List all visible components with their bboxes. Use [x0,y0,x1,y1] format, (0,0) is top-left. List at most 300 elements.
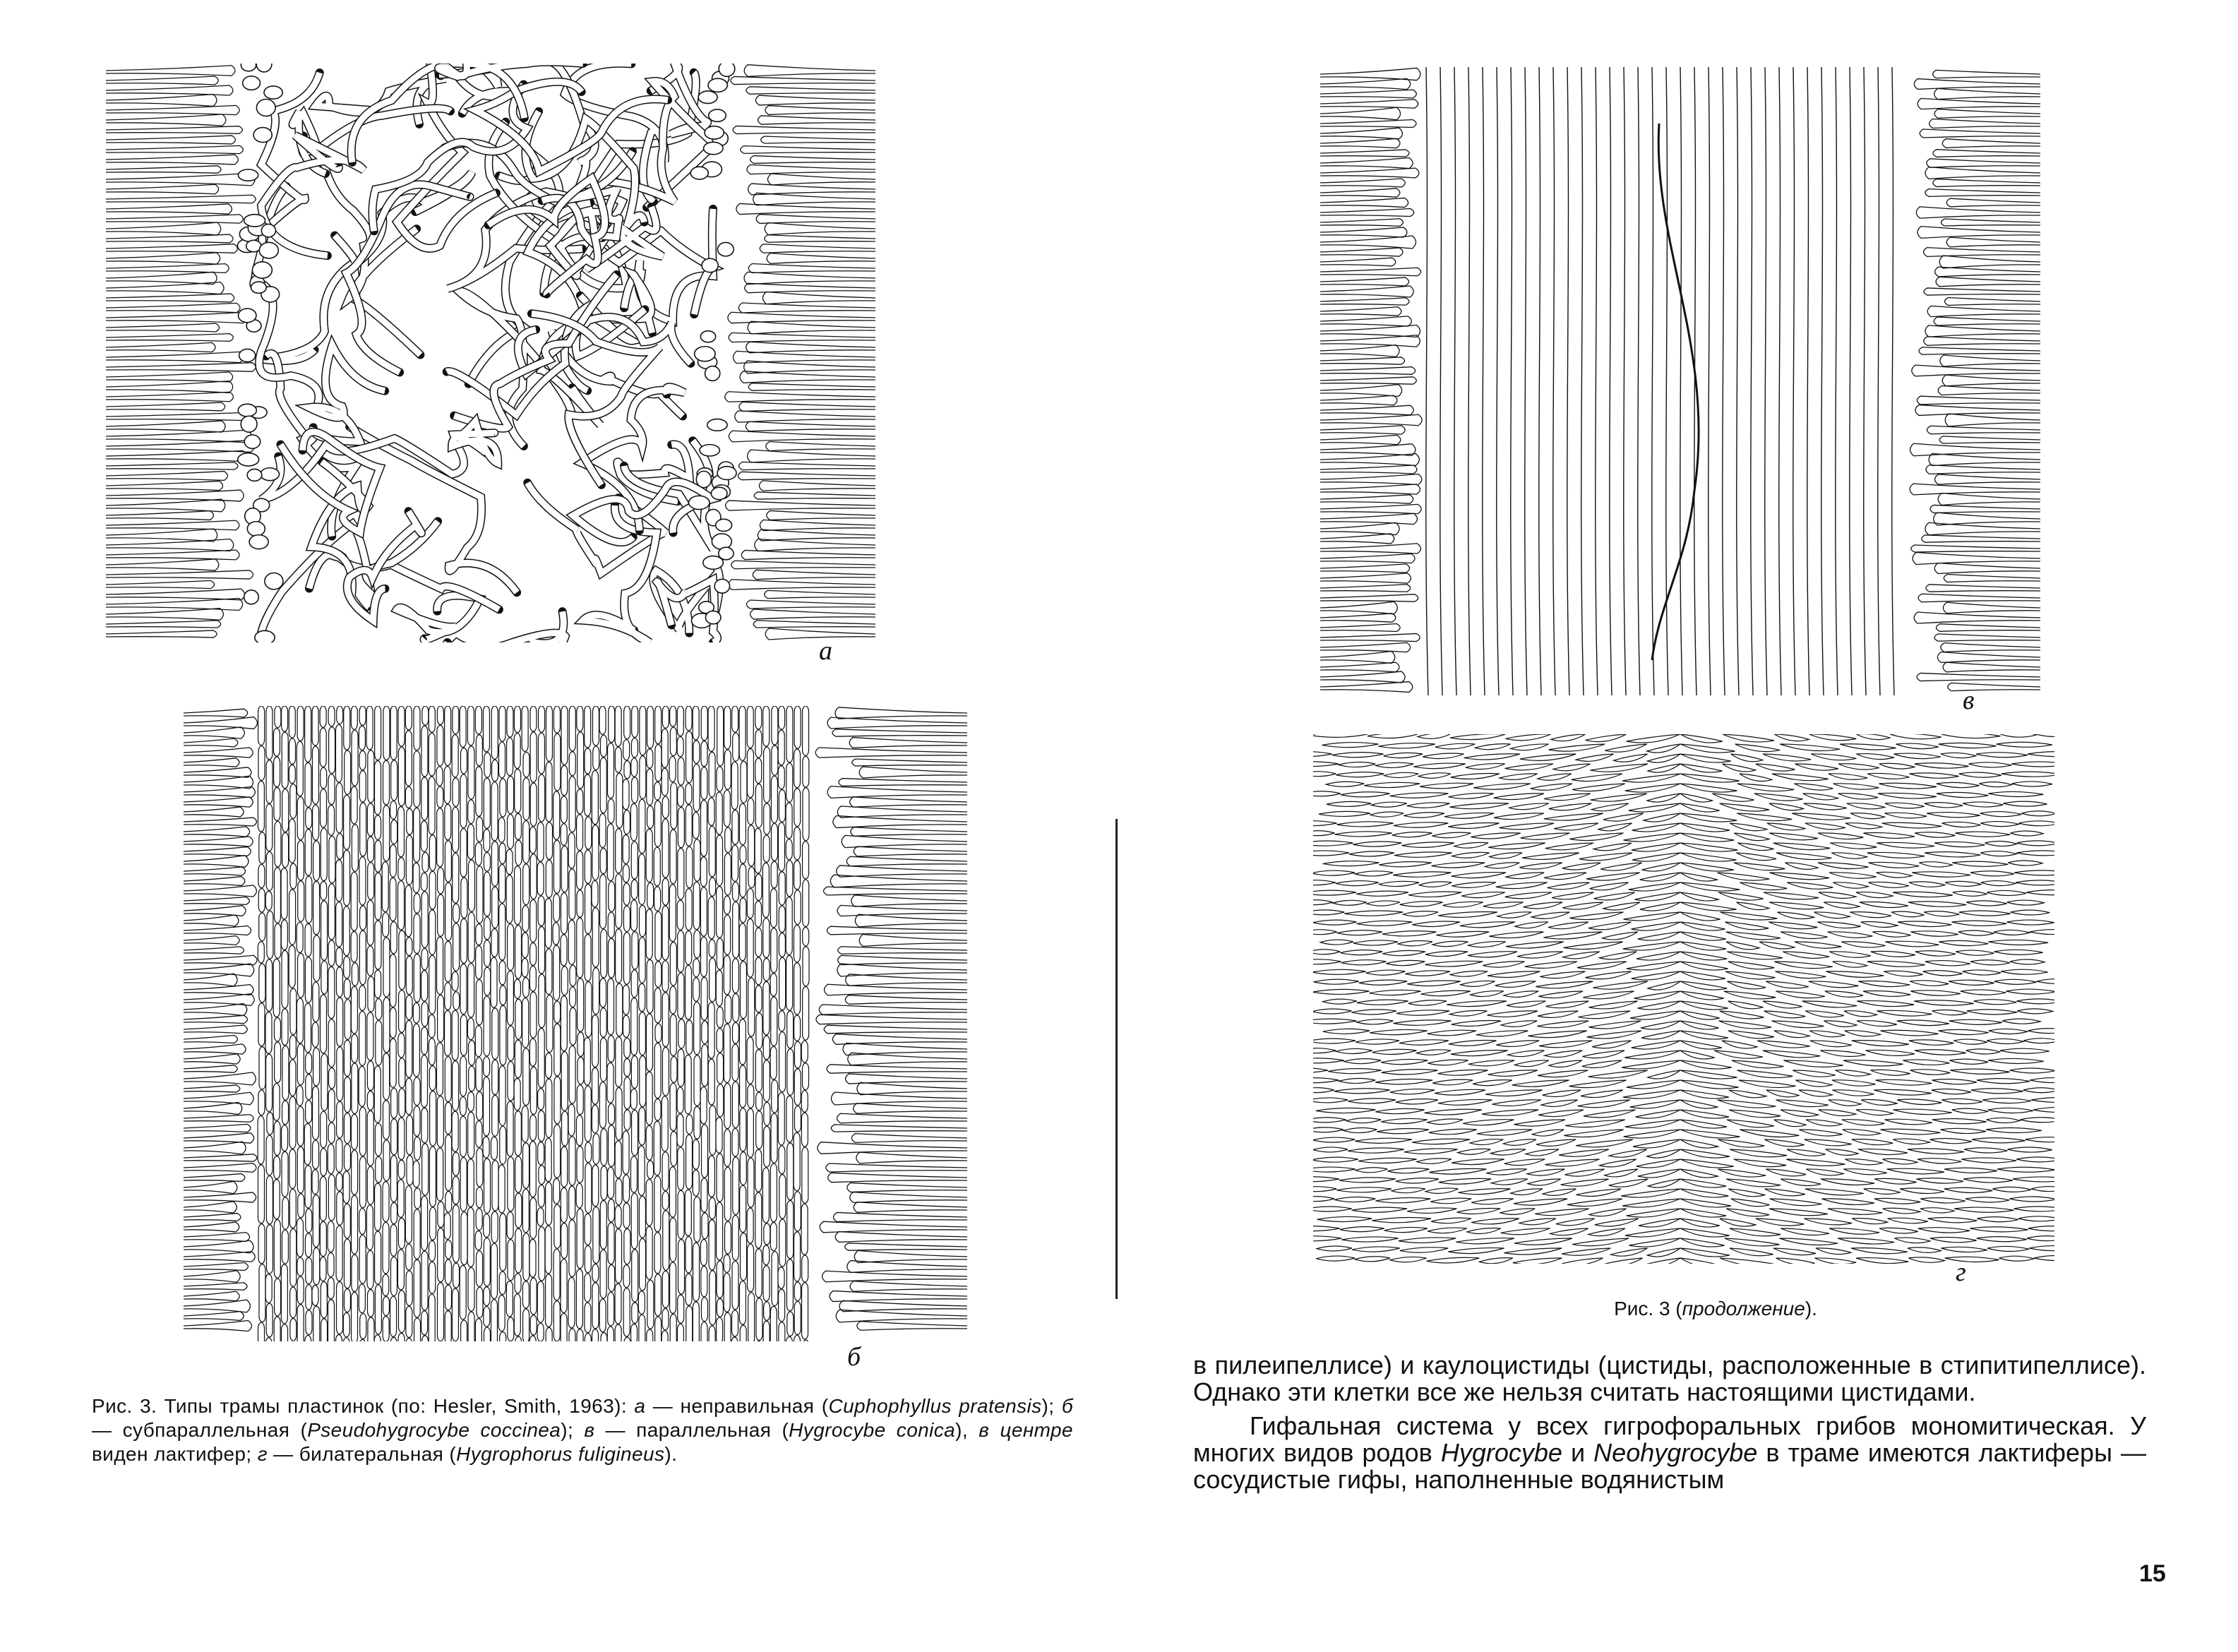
trama-cell [359,930,366,984]
trama-cell [623,835,629,864]
basidium-stroke [184,1271,240,1282]
trama-cell [779,1289,785,1322]
bilateral-cell [1861,922,1898,928]
trama-cell [616,829,622,873]
parallel-hypha [1511,67,1513,695]
basidium-stroke [184,964,254,976]
trama-cell [561,846,568,892]
bilateral-cell [1313,880,1336,885]
bilateral-cell [1598,823,1632,831]
bilateral-cell [1909,773,1958,778]
trama-cell [344,1204,350,1238]
trama-cell [313,1048,320,1086]
bilateral-cell [1547,882,1589,890]
bilateral-cell [2030,930,2054,935]
bilateral-cell [1401,842,1454,847]
trama-cell [467,824,474,859]
trama-cell [568,833,575,868]
parallel-hypha [1836,67,1838,695]
caption-text: ). [664,1443,678,1465]
trama-cell [406,1244,412,1270]
basidium-stroke [1937,624,2040,632]
bilateral-cell [1585,971,1631,979]
bilateral-cell [1680,1238,1725,1247]
subhymenium-cell [705,366,720,381]
trama-cell [274,757,280,786]
basidium-stroke [106,589,245,600]
trama-cell [694,839,700,881]
bilateral-cell [1829,1228,1879,1234]
bilateral-cell [1712,794,1754,801]
trama-cell [289,738,296,764]
trama-cell [460,964,467,1014]
bilateral-cell [1865,1050,1914,1055]
basidium-stroke [184,1214,241,1221]
bilateral-cell [1954,1207,2013,1212]
basidium-stroke [738,303,875,313]
bilateral-cell [1912,872,1970,877]
bilateral-cell [1537,1021,1588,1028]
trama-cell [568,1104,575,1136]
bilateral-cell [2016,880,2054,885]
trama-cell [678,1190,684,1238]
bilateral-cell [1740,774,1772,782]
trama-cell [328,806,335,836]
trama-cell [724,1273,730,1312]
trama-cell [741,761,747,803]
basidium-stroke [106,570,253,579]
bilateral-cell [1443,902,1483,907]
trama-cell [321,961,328,994]
trama-cell [374,1066,381,1123]
bilateral-cell [1603,813,1644,821]
bilateral-cell [1727,1120,1774,1127]
trama-cell [429,1294,435,1341]
caption-letter-a: а [634,1395,646,1417]
bilateral-cell [1591,803,1628,811]
bilateral-cell [1471,1219,1519,1224]
basidium-stroke [746,421,875,431]
trama-cell [654,1099,661,1121]
subhymenium-cell [243,76,261,90]
basidium-stroke [731,561,875,568]
trama-cell [399,1058,405,1088]
figure-v-label: в [1963,686,1975,715]
basidium-stroke [1911,545,2040,552]
basidium-stroke [832,729,967,736]
trama-cell [436,1043,443,1096]
bilateral-cell [1379,881,1419,886]
trama-cell [320,1257,326,1281]
bilateral-cell [1987,1118,2021,1123]
trama-cell [585,1163,592,1213]
trama-cell [609,1125,615,1166]
trama-cell [306,1310,312,1335]
bilateral-cell [1630,1100,1680,1108]
trama-cell [801,1204,808,1255]
bilateral-cell [1828,932,1873,938]
basidium-stroke [855,914,967,927]
trama-cell [592,1105,598,1133]
basidium-stroke [820,1221,967,1233]
trama-cell [483,1137,489,1158]
bilateral-cell [1850,912,1891,918]
bilateral-cell [1313,1207,1352,1211]
basidium-stroke [106,234,233,243]
trama-cell [592,771,598,825]
trama-cell [491,842,498,886]
trama-cell [305,924,311,957]
bilateral-cell [1803,794,1838,800]
basidium-stroke [1934,634,2040,641]
bilateral-cell [1627,962,1680,970]
trama-cell [678,973,684,1019]
trama-cell [655,745,662,782]
trama-cell [584,1038,590,1085]
trama-cell [491,1300,497,1341]
bilateral-cell [1392,1187,1425,1192]
trama-cell [515,1111,521,1156]
basidium-stroke [1320,335,1420,347]
trama-cell [638,1146,645,1195]
trama-cell [786,763,793,802]
bilateral-cell [1949,1019,2002,1024]
trama-cell [460,774,467,828]
trama-cell [724,1024,730,1082]
bilateral-cell [1589,1001,1638,1009]
parallel-hypha [1709,67,1711,695]
trama-cell [398,881,405,930]
subhymenium-cell [244,590,259,604]
bilateral-cell [1327,801,1371,806]
figure-a-label: а [819,636,832,666]
trama-cell [399,1089,405,1117]
parallel-hypha [1596,67,1598,695]
parallel-hypha [1440,67,1442,695]
bilateral-cell [1648,1070,1680,1079]
trama-cell [414,1077,420,1106]
bilateral-cell [1346,1118,1382,1123]
trama-cell [499,865,505,903]
bilateral-cell [1562,1248,1610,1255]
bilateral-cell [1494,813,1544,820]
bilateral-cell [1764,1011,1805,1018]
bilateral-cell [1816,1248,1851,1255]
trama-cell [453,1061,459,1111]
bilateral-cell [1680,922,1725,930]
trama-cell [476,1121,482,1148]
trama-cell [725,995,731,1024]
bilateral-cell [1959,772,2001,777]
bilateral-cell [1314,979,1359,984]
bilateral-cell [1842,1120,1885,1125]
bilateral-cell [1313,1177,1339,1182]
trama-cell [523,1309,529,1341]
trama-cell [631,1056,638,1089]
trama-cell [592,1329,599,1341]
basidium-stroke [106,155,238,164]
parallel-hypha [1454,67,1456,695]
trama-cell [623,906,630,931]
trama-cell [313,1087,319,1139]
trama-cell [740,864,746,897]
trama-cell [585,850,591,883]
trama-cell [701,741,707,767]
bilateral-cell [1952,1108,1988,1113]
bilateral-cell [1341,960,1387,965]
subhymenium-cell [695,347,715,361]
bilateral-cell [1777,912,1814,919]
basidium-stroke [816,1014,967,1024]
trama-cell [686,1306,693,1341]
trama-cell [764,1302,770,1320]
subhymenium-cell [704,142,724,155]
trama-cell [756,1013,762,1049]
trama-cell [623,740,630,760]
basidium-stroke [765,106,875,115]
bilateral-cell [1514,1238,1572,1245]
bilateral-cell [1718,1021,1771,1029]
trama-cell [375,873,381,920]
bilateral-cell [1412,1139,1470,1144]
caption-continued-word: продолжение [1682,1298,1805,1319]
trama-cell [438,868,444,894]
trama-cell [569,1220,575,1277]
bilateral-cell [1953,1039,1987,1044]
bilateral-cell [1923,971,1963,976]
trama-cell [585,982,592,1037]
basidium-stroke [1927,159,2040,167]
bilateral-cell [1624,833,1680,842]
basidium-stroke [1320,585,1411,592]
trama-cell [453,706,459,734]
trama-cell [708,1156,714,1197]
bilateral-cell [1355,1138,1412,1143]
trama-cell [305,1233,311,1257]
subhymenium-cell [705,611,721,623]
trama-cell [297,1219,303,1257]
bilateral-cell [1911,931,1958,936]
basidium-stroke [184,1015,247,1023]
basidium-stroke [753,193,875,205]
trama-cell [662,796,669,818]
bilateral-cell [1500,1209,1535,1215]
trama-cell [368,1317,374,1341]
bilateral-cell [1819,892,1856,899]
trama-cell [554,1125,561,1178]
bilateral-cell [1629,803,1680,812]
basidium-stroke [184,1115,253,1122]
trama-cell [259,832,265,864]
basidium-stroke [184,1035,237,1043]
bilateral-cell [1779,1238,1838,1245]
bilateral-cell [1370,812,1404,817]
trama-cell [337,1101,343,1138]
basidium-stroke [184,1054,240,1064]
bilateral-cell [1576,1189,1622,1197]
bilateral-cell [1680,981,1727,990]
trama-cell [671,1132,677,1166]
bilateral-cell [1473,784,1531,789]
trama-cell [779,1011,785,1031]
trama-cell [390,922,397,954]
trama-cell [390,706,397,760]
bilateral-cell [1988,791,2043,796]
bilateral-cell [1989,1029,2028,1034]
trama-cell [585,1086,591,1142]
trama-cell [406,1078,412,1114]
trama-cell [258,942,264,963]
basidium-stroke [184,1003,247,1015]
trama-cell [421,1002,428,1026]
bilateral-cell [1956,950,1994,955]
trama-cell [351,986,357,1034]
bilateral-cell [1992,1187,2031,1192]
trama-cell [662,906,669,960]
bilateral-cell [1832,1090,1874,1096]
trama-cell [631,1193,638,1249]
bilateral-cell [1764,892,1819,899]
caption-letter-b: б [1061,1395,1073,1417]
trama-cell [305,830,311,875]
trama-cell [376,1156,382,1183]
trama-cell [771,861,777,887]
bilateral-cell [1369,990,1420,995]
trama-cell [445,1102,451,1134]
trama-cell [467,1208,474,1267]
subhymenium-cell [255,630,275,642]
trama-cell [274,1317,280,1341]
basidium-stroke [1915,405,2040,416]
bilateral-cell [1864,1188,1900,1194]
bilateral-cell [1909,882,1945,887]
trama-cell [407,1156,413,1185]
trama-cell [406,938,412,956]
basidium-stroke [729,431,875,442]
figure-g-bilateral-trama [1313,734,2054,1264]
trama-cell [585,1274,591,1302]
trama-cell [484,1214,490,1238]
trama-cell [778,730,784,765]
trama-cell [624,1110,630,1130]
trama-cell [710,878,716,896]
trama-cell [422,1144,429,1195]
trama-cell [593,1134,599,1164]
trama-cell [561,796,567,823]
bilateral-cell [1840,744,1896,750]
trama-cell [608,799,614,823]
trama-cell [600,758,606,813]
trama-cell [733,733,739,761]
caption-text: виден лактифер; [92,1443,258,1465]
trama-cell [685,1190,691,1235]
trama-cell [693,978,700,1001]
bilateral-cell [1627,734,1680,743]
trama-cell [616,1088,622,1140]
trama-cell [468,912,474,962]
trama-cell [623,1203,630,1228]
trama-cell [522,978,529,998]
trama-cell [306,1209,312,1233]
trama-cell [491,706,498,759]
trama-cell [290,1228,297,1286]
trama-cell [623,810,630,834]
trama-cell [530,942,537,965]
basidium-stroke [827,786,967,798]
bilateral-cell [1496,1041,1539,1047]
bilateral-cell [1720,1011,1764,1019]
bilateral-cell [1538,991,1583,998]
bilateral-cell [1364,782,1420,787]
trama-cell [694,1106,700,1139]
trama-cell [390,1224,397,1256]
trama-cell [467,1018,474,1040]
basidium-stroke [184,1133,254,1143]
trama-cell [585,934,591,981]
trama-cell [708,897,714,939]
bilateral-cell [1468,942,1506,947]
bilateral-cell [1396,1099,1438,1104]
bilateral-cell [1621,1189,1680,1197]
bilateral-cell [1845,1031,1881,1036]
bilateral-cell [1729,1110,1781,1118]
bilateral-cell [1313,1157,1358,1162]
bilateral-cell [1832,1080,1876,1086]
trama-cell [600,1201,606,1250]
trama-cell [724,1167,731,1221]
trama-cell [398,1291,405,1333]
trama-cell [670,1262,676,1313]
subhymenium-cell [247,469,262,481]
parallel-hypha [1426,67,1428,695]
trama-cell [655,962,662,988]
bilateral-cell [1838,1238,1894,1244]
bilateral-cell [1730,1228,1781,1236]
bilateral-cell [1914,1000,1973,1005]
bilateral-cell [1313,1009,1351,1014]
trama-cell [312,1170,318,1195]
bilateral-cell [2021,811,2054,816]
bilateral-cell [1514,1199,1567,1205]
trama-cell [779,1032,786,1092]
bilateral-cell [1719,803,1769,811]
trama-cell [553,923,559,945]
bilateral-cell [1772,774,1829,781]
bilateral-cell [1313,1039,1356,1043]
trama-cell [344,979,350,999]
trama-cell [421,892,428,947]
bilateral-cell [1468,952,1517,957]
basidium-stroke [1941,643,2040,652]
trama-cell [570,987,576,1007]
basidium-stroke [184,827,250,837]
bilateral-cell [1476,1031,1528,1036]
basidium-stroke [1925,167,2040,179]
trama-cell [623,1175,630,1202]
bilateral-cell [1515,922,1548,928]
trama-cell [569,752,575,776]
trama-cell [336,1335,342,1341]
bilateral-cell [1640,873,1680,881]
trama-cell [397,1250,404,1290]
bilateral-cell [1592,1041,1631,1048]
trama-cell [763,706,770,746]
trama-cell [786,955,793,1010]
bilateral-cell [1449,1010,1487,1016]
trama-cell [733,1157,739,1215]
trama-cell [422,852,429,872]
bilateral-cell [1843,1130,1881,1135]
